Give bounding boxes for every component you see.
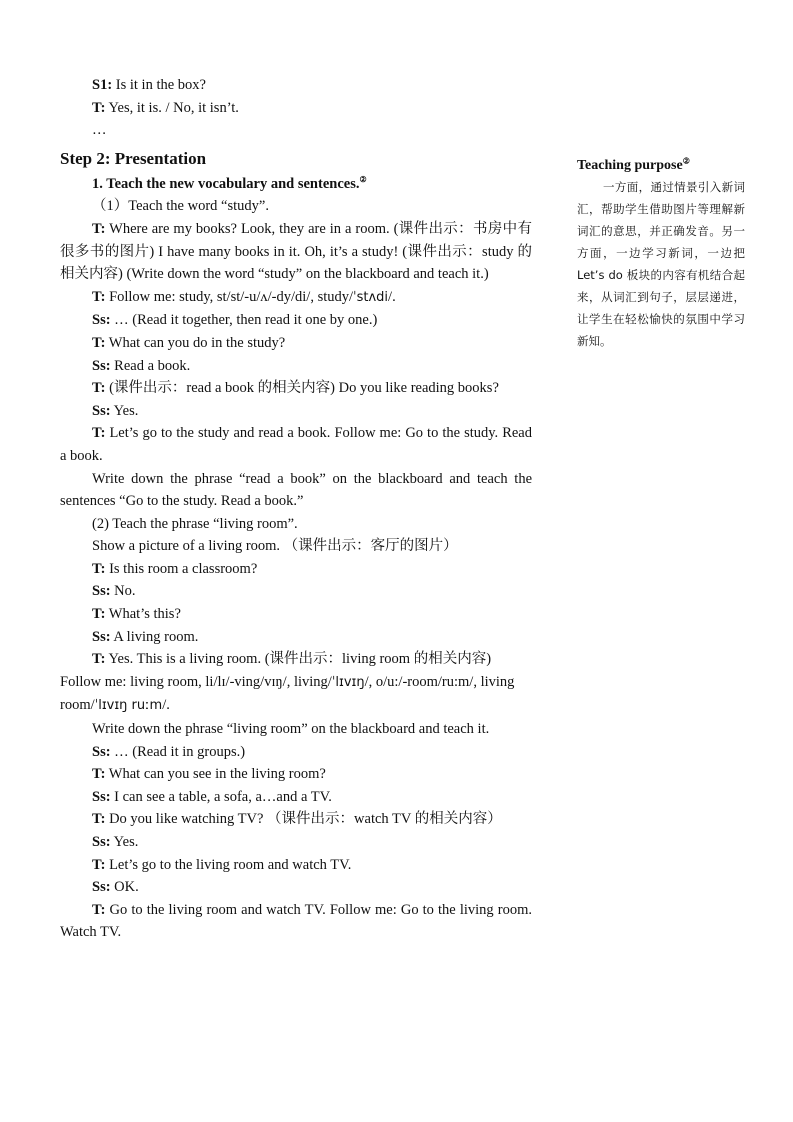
teaching-purpose-note xyxy=(577,156,745,352)
dialogue-line: T: Do you like watching TV? （课件出示：watch TV 的相关内容） xyxy=(92,811,502,828)
dialogue-line: T: Is this room a classroom? xyxy=(92,560,258,577)
note-title: Teaching purpose② xyxy=(577,156,690,173)
line-text: Is it in the box? xyxy=(112,77,206,93)
instruction-text: Write down the phrase “read a book” on the blackboard and teach the sentences “Go to the study. Read a book.” xyxy=(60,470,532,510)
section-subtitle: 1. Teach the new vocabulary and sentences.② xyxy=(92,174,367,192)
dialogue-line: T: Follow me: study, st/st/-u/ʌ/-dy/di/, study/ˈstʌdi/. xyxy=(92,288,396,305)
dialogue-line: T: What’s this? xyxy=(92,606,181,623)
instruction-text: Write down the phrase “living room” on the blackboard and teach it. xyxy=(92,721,490,738)
dialogue-line: T: Go to the living room and watch TV. Follow me: Go to the living room. Watch TV. xyxy=(60,901,532,941)
dialogue-line xyxy=(60,74,532,97)
lesson-plan-main xyxy=(60,74,532,944)
dialogue-line: Ss: No. xyxy=(92,583,136,600)
item-heading: (2) Teach the phrase “living room”. xyxy=(92,515,298,532)
instruction-text: Show a picture of a living room. （课件出示：客厅的图片） xyxy=(92,538,458,555)
dialogue-line: Ss: … (Read it in groups.) xyxy=(92,743,246,760)
line-text: … xyxy=(92,122,107,139)
item-heading: （1）Teach the word “study”. xyxy=(92,198,269,215)
dialogue-line: T: Let’s go to the study and read a book. Follow me: Go to the study. Read a book. xyxy=(60,425,532,464)
speaker: T: xyxy=(92,99,106,116)
dialogue-line: T: Let’s go to the living room and watch TV. xyxy=(92,856,352,873)
dialogue-line: T: What can you see in the living room? xyxy=(92,766,326,783)
step-title: Step 2: Presentation xyxy=(60,148,207,168)
dialogue-line xyxy=(60,97,532,120)
phonetic: ˈlɪvɪŋ ruːm xyxy=(94,698,163,714)
dialogue-line: Ss: Yes. xyxy=(92,402,139,419)
dialogue-line: Ss: OK. xyxy=(92,879,139,896)
footnote-mark: ② xyxy=(682,156,690,166)
dialogue-line: Ss: … (Read it together, then read it one by one.) xyxy=(92,312,378,329)
dialogue-line: Ss: I can see a table, a sofa, a…and a TV. xyxy=(92,788,332,805)
dialogue-line: T: Where are my books? Look, they are in a room. (课件出示：书房中有很多书的图片) I have many books in it. Oh, it’s a study! (课件出示：study 的相关内容) (Write down the word “study” on the blackboard and teach it.) xyxy=(60,220,532,283)
footnote-mark: ② xyxy=(359,174,367,184)
dialogue-line: T: (课件出示：read a book 的相关内容) Do you like reading books? xyxy=(92,380,499,397)
dialogue-line: T: Yes. This is a living room. (课件出示：living room 的相关内容) Follow me: living room, li/lɪ/-ving/vɪŋ/, living/ˈlɪvɪŋ/, o/u:/-room/ru:m/, living room/ˈlɪvɪŋ ruːm/. xyxy=(60,651,515,714)
phonetic: ˈlɪvɪŋ xyxy=(331,674,365,690)
note-body: 一方面，通过情景引入新词汇，帮助学生借助图片等理解新词汇的意思，并正确发音。另一方面，一边学习新词，一边把 Let’s do 板块的内容有机结合起来，从词汇到句子，层层递进，让学生在轻松愉快的氛围中学习新知。 xyxy=(577,180,745,348)
line-text: Yes, it is. / No, it isn’t. xyxy=(105,99,239,116)
dialogue-line: T: What can you do in the study? xyxy=(92,334,286,351)
dialogue-line: Ss: A living room. xyxy=(92,628,199,645)
speaker: S1: xyxy=(92,77,113,93)
phonetic: ˈstʌdi xyxy=(353,289,389,305)
ellipsis-line xyxy=(60,119,532,142)
dialogue-line: Ss: Yes. xyxy=(92,834,139,850)
dialogue-line: Ss: Read a book. xyxy=(92,357,191,374)
